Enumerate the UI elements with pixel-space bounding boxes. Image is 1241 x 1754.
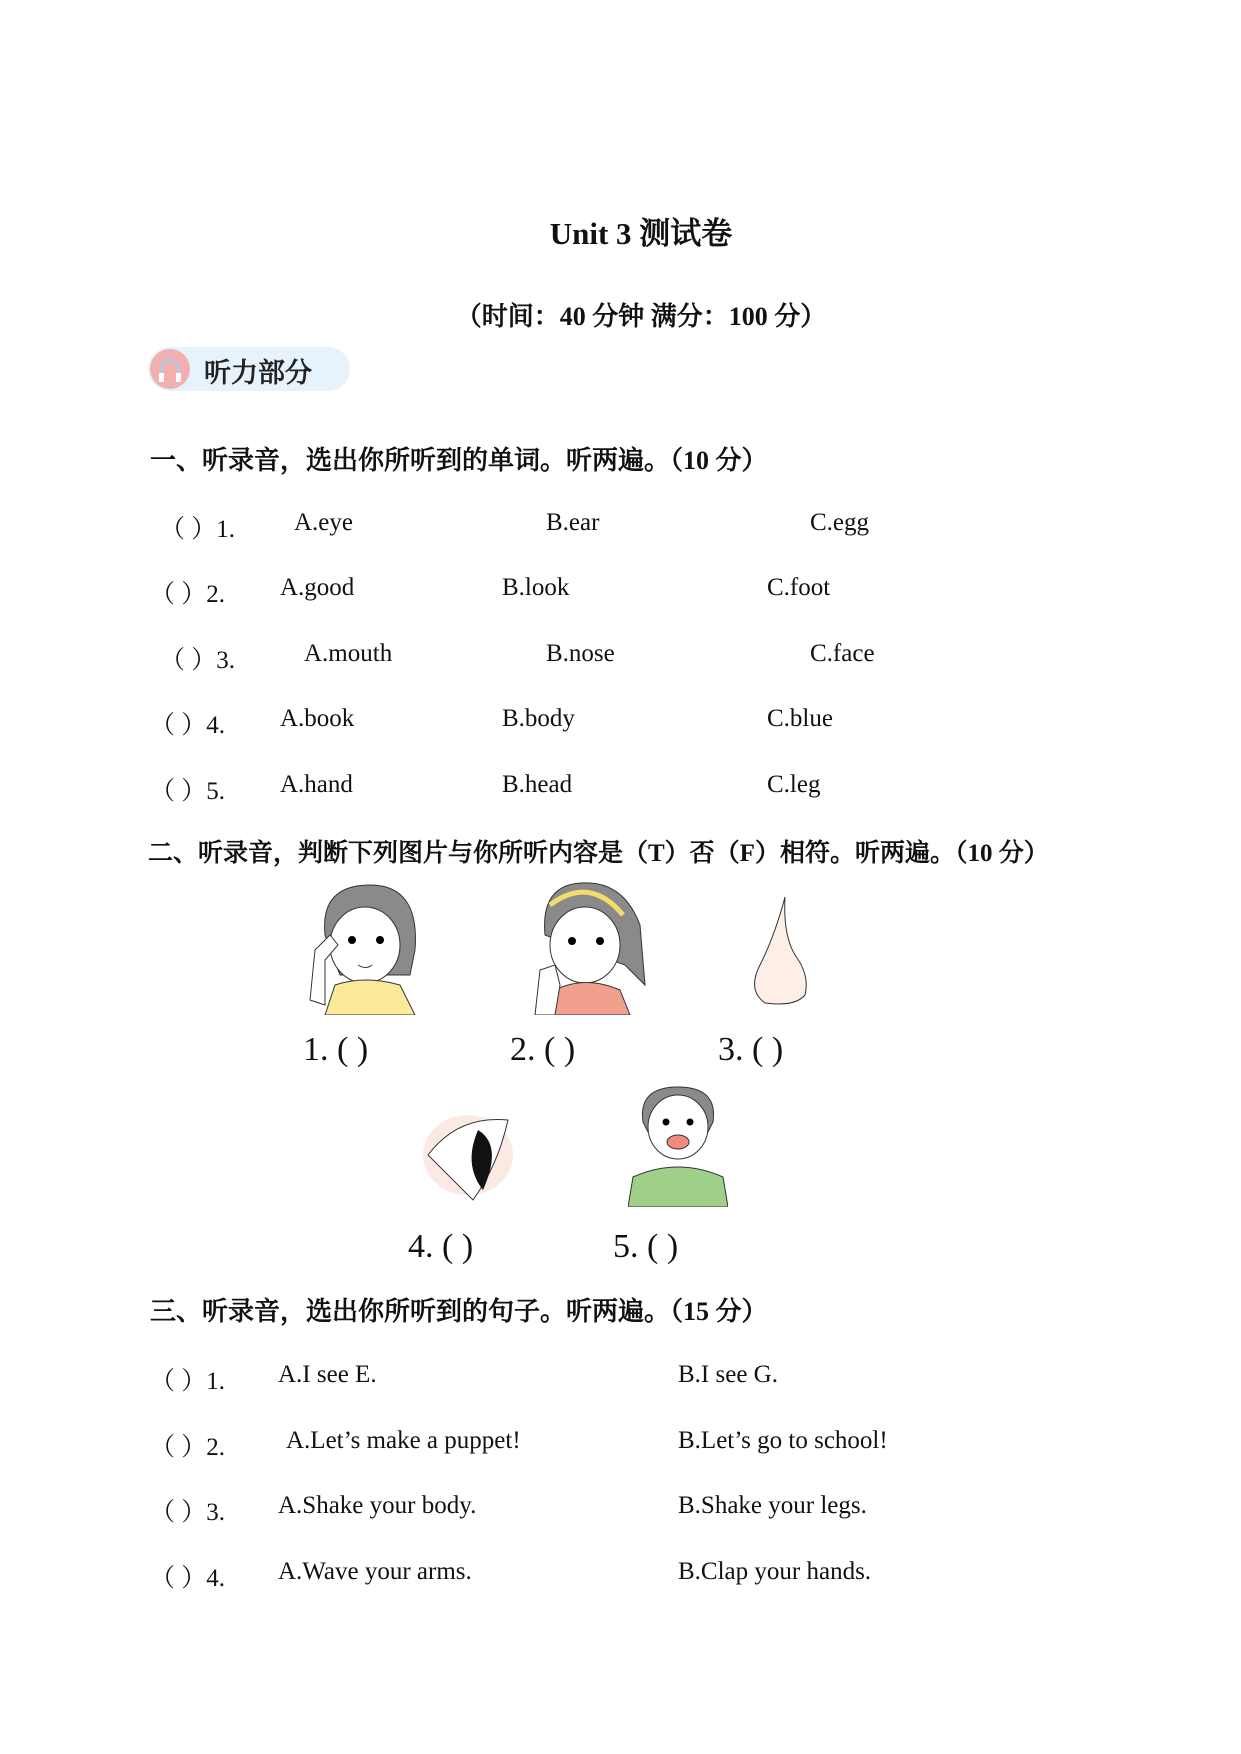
answer-blank[interactable]: （ ）1. bbox=[160, 516, 236, 543]
option-a: A.eye bbox=[294, 509, 353, 536]
eye-image bbox=[418, 1105, 523, 1205]
option-b: B.I see G. bbox=[678, 1361, 778, 1388]
headphones-icon bbox=[150, 349, 190, 389]
option-c: C.leg bbox=[767, 771, 821, 798]
part3-heading: 三、听录音，选出你所听到的句子。听两遍。（15 分） bbox=[150, 1297, 768, 1326]
answer-blank[interactable]: （ ）3. bbox=[150, 1499, 226, 1526]
girl-pointing-eye-image bbox=[300, 880, 435, 1015]
answer-blank[interactable]: （ ）5. bbox=[150, 778, 226, 805]
option-b: B.Shake your legs. bbox=[678, 1492, 867, 1519]
answer-blank[interactable]: （ ）4. bbox=[150, 1565, 226, 1592]
page-title: Unit 3 测试卷 bbox=[549, 216, 733, 251]
option-b: B.head bbox=[502, 771, 573, 798]
section-badge-label: 听力部分 bbox=[204, 358, 312, 389]
option-b: B.nose bbox=[546, 640, 615, 667]
option-c: C.egg bbox=[810, 509, 870, 536]
picture-answer-blank[interactable]: 1. ( ) bbox=[303, 1031, 369, 1068]
option-b: B.Clap your hands. bbox=[678, 1558, 872, 1585]
part2-heading: 二、听录音，判断下列图片与你所听内容是（T）否（F）相符。听两遍。（10 分） bbox=[148, 840, 1049, 867]
option-a: A.hand bbox=[280, 771, 353, 798]
picture-answer-blank[interactable]: 4. ( ) bbox=[408, 1228, 474, 1265]
option-a: A.I see E. bbox=[278, 1361, 377, 1388]
option-a: A.Let’s make a puppet! bbox=[286, 1427, 521, 1454]
option-c: C.foot bbox=[767, 574, 831, 601]
part1-heading: 一、听录音，选出你所听到的单词。听两遍。（10 分） bbox=[150, 446, 768, 475]
option-b: B.body bbox=[502, 705, 575, 732]
picture-answer-blank[interactable]: 3. ( ) bbox=[718, 1031, 784, 1068]
option-c: C.blue bbox=[767, 705, 833, 732]
nose-image bbox=[745, 895, 815, 1010]
option-b: B.ear bbox=[546, 509, 600, 536]
girl-touching-mouth-image bbox=[515, 875, 650, 1015]
option-a: A.Wave your arms. bbox=[278, 1558, 472, 1585]
answer-blank[interactable]: （ ）2. bbox=[150, 1434, 226, 1461]
section-badge bbox=[148, 347, 350, 391]
boy-image bbox=[628, 1082, 728, 1207]
exam-info: （时间：40 分钟 满分：100 分） bbox=[455, 302, 827, 331]
answer-blank[interactable]: （ ）1. bbox=[150, 1368, 226, 1395]
option-b: B.look bbox=[502, 574, 570, 601]
option-a: A.Shake your body. bbox=[278, 1492, 477, 1519]
option-c: C.face bbox=[810, 640, 875, 667]
answer-blank[interactable]: （ ）3. bbox=[160, 647, 236, 674]
option-a: A.book bbox=[280, 705, 355, 732]
answer-blank[interactable]: （ ）2. bbox=[150, 581, 226, 608]
option-b: B.Let’s go to school! bbox=[678, 1427, 888, 1454]
answer-blank[interactable]: （ ）4. bbox=[150, 712, 226, 739]
picture-answer-blank[interactable]: 5. ( ) bbox=[613, 1228, 679, 1265]
option-a: A.mouth bbox=[304, 640, 393, 667]
picture-answer-blank[interactable]: 2. ( ) bbox=[510, 1031, 576, 1068]
option-a: A.good bbox=[280, 574, 355, 601]
